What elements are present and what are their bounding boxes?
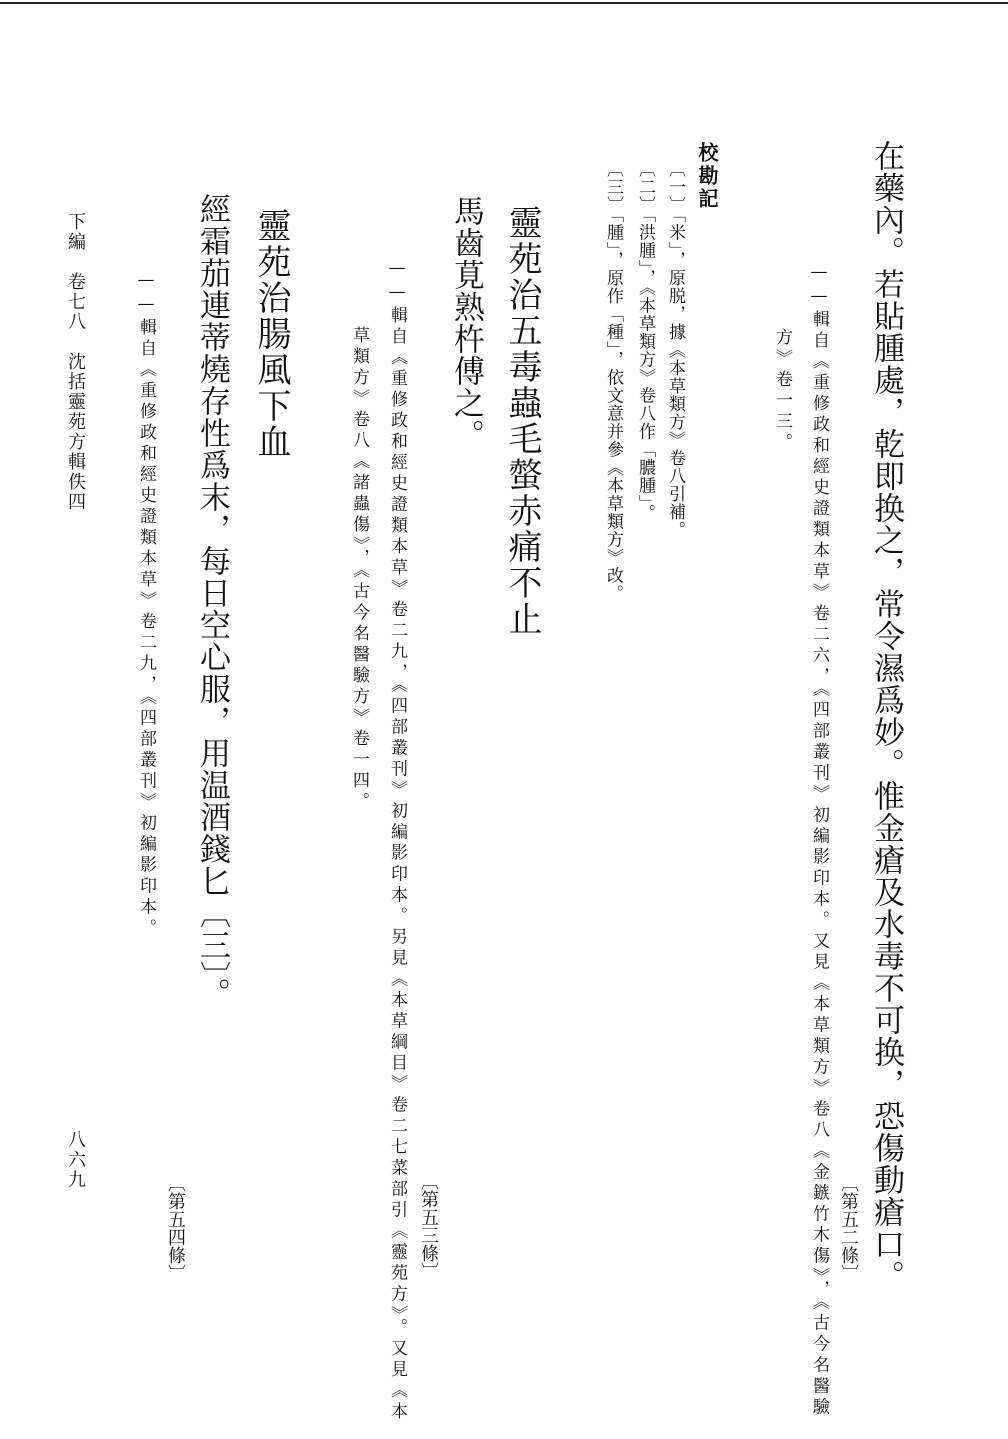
source-note: ——輯自《重修政和經史證類本草》卷二六，《四部叢刊》初編影印本。又見《本草類方》卷八《金鏃竹木傷》，《古今名醫驗 xyxy=(809,262,829,1419)
collation-item: 〔一〕「米」，原脱，據《本草類方》卷八引補。 xyxy=(665,160,685,539)
running-footer: 下編 卷七八 沈括靈苑方輯佚四 xyxy=(65,212,86,512)
source-note-continuation: 方》卷一三。 xyxy=(772,328,792,454)
main-text-line: 經霜茄連蒂燒存性爲末，每日空心服，用温酒錢匕〔三〕。 xyxy=(194,193,230,1010)
collation-item: 〔三〕「腫」，原作「種」，依文意并參《本草類方》改。 xyxy=(603,160,623,603)
top-rule xyxy=(0,2,1008,4)
main-text-line: 在藥內。若貼腫處，乾即换之，常令濕爲妙。惟金瘡及水毒不可换，恐傷動瘡口。 xyxy=(868,140,904,1292)
collation-item: 〔二〕「洪腫」，《本草類方》卷八作「膿腫」。 xyxy=(635,160,655,522)
main-text-line: 馬齒莧熟杵傅之。 xyxy=(448,195,484,451)
page-number: 八六九 xyxy=(65,1130,86,1190)
source-note: ——輯自《重修政和經史證類本草》卷二九，《四部叢刊》初編影印本。 xyxy=(136,270,156,940)
collation-title: 校勘記 xyxy=(695,142,719,211)
entry-tag-54: 〔第五四條〕 xyxy=(165,1174,186,1282)
recipe-heading: 靈苑治腸風下血 xyxy=(251,208,291,460)
source-note: ——輯自《重修政和經史證類本草》卷二九，《四部叢刊》初編影印本。另見《本草綱目》卷二七菜部引《靈苑方》。又見《本 xyxy=(387,258,407,1423)
entry-tag-53: 〔第五三條〕 xyxy=(418,1172,439,1280)
entry-tag-52: 〔第五二條〕 xyxy=(838,1174,859,1282)
recipe-heading: 靈苑治五毒蟲毛螫赤痛不止 xyxy=(502,205,542,637)
source-note-continuation: 草類方》卷八《諸蟲傷》，《古今名醫驗方》卷一四。 xyxy=(349,326,369,813)
